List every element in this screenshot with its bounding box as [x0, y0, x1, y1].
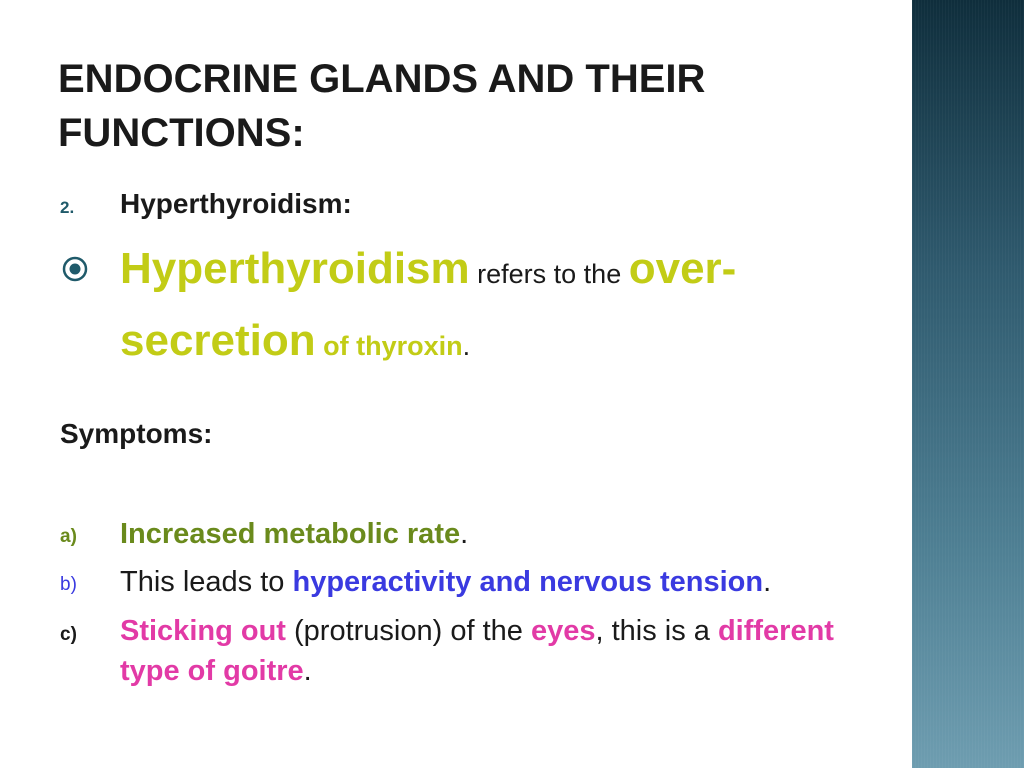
symptom-marker-a: a)	[60, 526, 77, 547]
symptom-item-c	[120, 611, 880, 691]
symptom-item-a	[120, 514, 880, 554]
symptom-c-highlight-3: different type of goitre	[120, 615, 834, 687]
definition-highlight-thyroxin: of thyroxin	[323, 331, 463, 361]
symptom-b-end: .	[763, 566, 772, 598]
symptom-c-highlight-2: eyes	[530, 615, 596, 647]
symptom-a-end: .	[460, 518, 469, 550]
definition-highlight-over: over-	[628, 244, 737, 293]
symptom-marker-b: b)	[60, 574, 77, 595]
section-number: 2.	[60, 198, 75, 217]
decorative-side-band	[912, 0, 1024, 768]
target-bullet-icon	[62, 256, 88, 282]
symptom-c-end: .	[303, 655, 312, 687]
definition-term: Hyperthyroidism	[120, 244, 470, 293]
symptom-marker-c: c)	[60, 624, 77, 645]
symptom-c-highlight-1: Sticking out	[120, 615, 286, 647]
symptom-c-text-1: (protrusion) of the	[285, 615, 531, 647]
symptom-c-text-2: , this is a	[595, 615, 718, 647]
symptom-b-prefix: This leads to	[120, 566, 293, 598]
symptom-item-b	[120, 562, 880, 602]
slide-title: ENDOCRINE GLANDS AND THEIR FUNCTIONS:	[58, 57, 706, 155]
symptoms-heading: Symptoms:	[60, 418, 213, 449]
symptom-a-highlight: Increased metabolic rate	[120, 518, 461, 550]
symptom-b-highlight: hyperactivity and nervous tension	[292, 566, 764, 598]
definition-highlight-secretion: secretion	[120, 316, 316, 365]
definition-end: .	[462, 331, 471, 361]
section-heading: Hyperthyroidism:	[120, 188, 352, 219]
definition-text-1: refers to the	[469, 259, 629, 289]
definition-paragraph	[120, 238, 880, 382]
